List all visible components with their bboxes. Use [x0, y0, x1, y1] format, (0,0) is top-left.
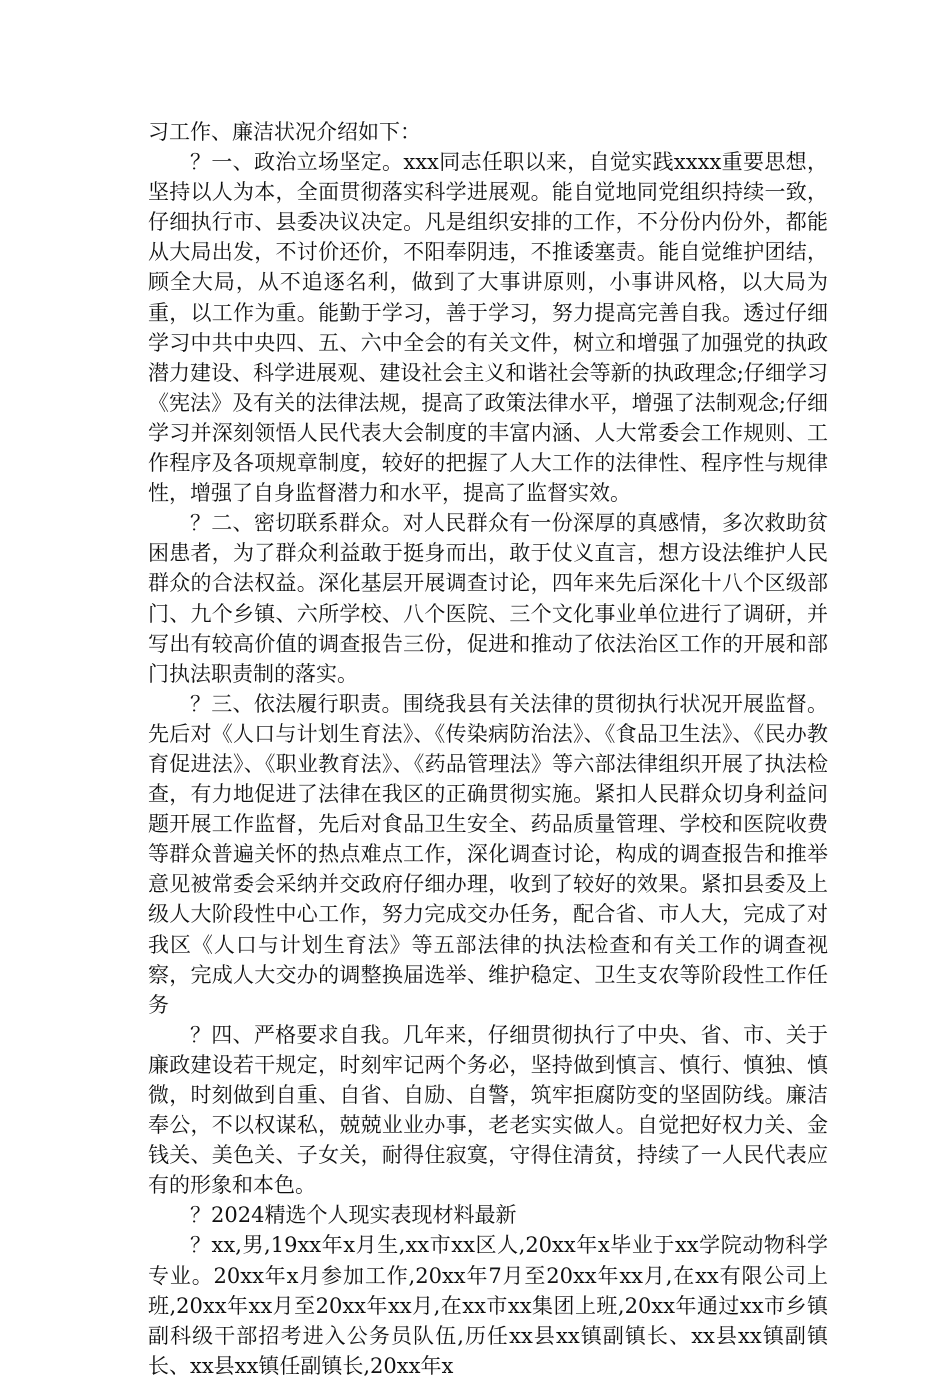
- paragraph-contact-masses: ？二、密切联系群众。对人民群众有一份深厚的真感情，多次救助贫困患者，为了群众利益敢于挺身而出，敢于仗义直言，想方设法维护人民群众的合法权益。深化基层开展调查讨论，四年来先后深化十八个区级部门、九个乡镇、六所学校、八个医院、三个文化事业单位进行了调研，并写出有较高价值的调查报告三份，促进和推动了依法治区工作的开展和部门执法职责制的落实。: [148, 511, 828, 686]
- document-body: [148, 117, 828, 1381]
- section-heading: ？2024精选个人现实表现材料最新: [190, 1203, 517, 1228]
- paragraph-political-stance: ？一、政治立场坚定。xxx同志任职以来，自觉实践xxxx重要思想，坚持以人为本，全面贯彻落实科学进展观。能自觉地同党组织持续一致，仔细执行市、县委决议决定。凡是组织安排的工作，不分份内份外，都能从大局出发，不讨价还价，不阳奉阴违，不推诿塞责。能自觉维护团结，顾全大局，从不追逐名利，做到了大事讲原则，小事讲风格，以大局为重，以工作为重。能勤于学习，善于学习，努力提高完善自我。透过仔细学习中共中央四、五、六中全会的有关文件，树立和增强了加强党的执政潜力建设、科学进展观、建设社会主义和谐社会等新的执政理念;仔细学习《宪法》及有关的法律法规，提高了政策法律水平，增强了法制观念;仔细学习并深刻领悟人民代表大会制度的丰富内涵、人大常委会工作规则、工作程序及各项规章制度，较好的把握了人大工作的法律性、程序性与规律性，增强了自身监督潜力和水平，提高了监督实效。: [148, 150, 828, 506]
- paragraph-self-discipline: ？四、严格要求自我。几年来，仔细贯彻执行了中央、省、市、关于廉政建设若干规定，时刻牢记两个务必，坚持做到慎言、慎行、慎独、慎微，时刻做到自重、自省、自励、自警，筑牢拒腐防变的坚固防线。廉洁奉公，不以权谋私，兢兢业业办事，老老实实做人。自觉把好权力关、金钱关、美色关、子女关，耐得住寂寞，守得住清贫，持续了一人民代表应有的形象和本色。: [148, 1022, 828, 1198]
- paragraph-intro-continuation: 习工作、廉洁状况介绍如下：: [148, 120, 421, 144]
- paragraph-personal-background: ？xx,男,19xx年x月生,xx市xx区人,20xx年x毕业于xx学院动物科学专业。20xx年x月参加工作,20xx年7月至20xx年xx月,在xx有限公司上班,20xx年xx月至20xx年xx月,在xx市xx集团上班,20xx年通过xx市乡镇副科级干部招考进入公务员队伍,历任xx县xx镇副镇长、xx县xx镇副镇长、xx县xx镇任副镇长,20xx年x: [148, 1233, 828, 1378]
- paragraph-perform-duties: ？三、依法履行职责。围绕我县有关法律的贯彻执行状况开展监督。先后对《人口与计划生育法》、《传染病防治法》、《食品卫生法》、《民办教育促进法》、《职业教育法》、《药品管理法》等六部法律组织开展了执法检查，有力地促进了法律在我区的正确贯彻实施。紧扣人民群众切身利益问题开展工作监督，先后对食品卫生安全、药品质量管理、学校和医院收费等群众普遍关怀的热点难点工作，深化调查讨论，构成的调查报告和推举意见被常委会采纳并交政府仔细办理，收到了较好的效果。紧扣县委及上级人大阶段性中心工作，努力完成交办任务，配合省、市人大，完成了对我区《人口与计划生育法》等五部法律的执法检查和有关工作的调查视察，完成人大交办的调整换届选举、维护稳定、卫生支农等阶段性工作任务: [148, 691, 828, 1017]
